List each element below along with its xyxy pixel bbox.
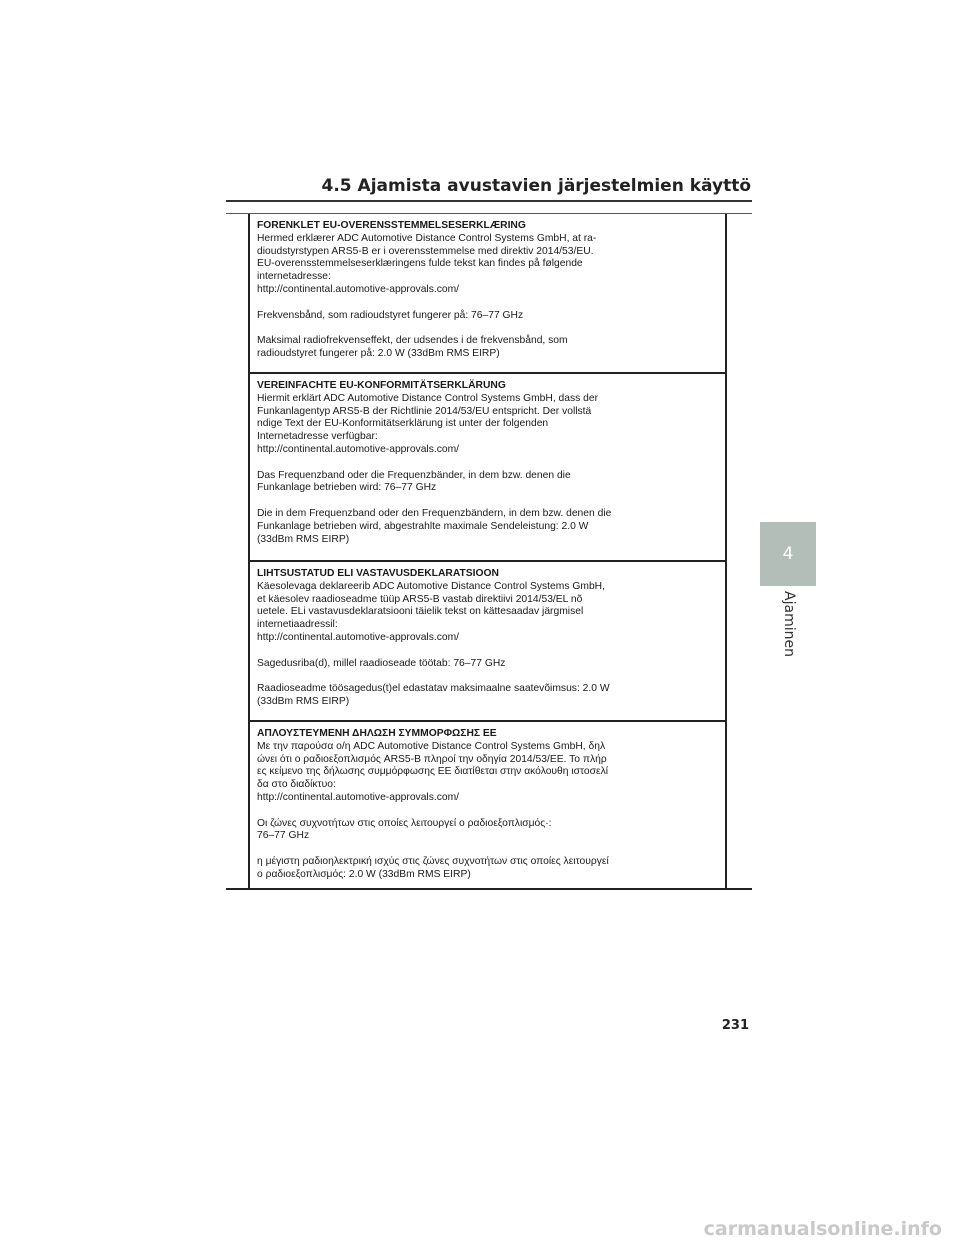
text-line: Hermed erklærer ADC Automotive Distance Control Systems GmbH, at ra- [257,232,597,244]
chapter-number: 4 [782,544,794,564]
text-line: Funkanlagentyp ARS5-B der Richtlinie 2014/53/EU entspricht. Der vollstä [257,405,592,417]
paragraph [257,233,725,297]
paragraph [257,470,725,496]
paragraph [257,393,725,457]
text-line: Käesolevaga deklareerib ADC Automotive Distance Control Systems GmbH, [257,580,605,592]
url-text: http://continental.automotive-approvals.com/ [257,443,460,455]
paragraph [257,683,725,709]
paragraph [257,741,725,805]
text-line: ο ραδιοεξοπλισμός: 2.0 W (33dBm RMS EIRP) [257,868,471,880]
paragraph [257,508,725,546]
text-line: Die in dem Frequenzband oder den Frequenzbändern, in dem bzw. denen die [257,507,612,519]
text-line: uetele. ELi vastavusdeklaratsiooni täielik tekst on kättesaadav järgmisel [257,606,584,618]
chapter-tab [760,522,816,586]
page-number: 231 [721,1018,749,1033]
text-line: ες κείμενο της δήλωσης συμμόρφωσης ΕΕ διατίθεται στην ακόλουθη ιστοσελί [257,766,609,778]
paragraph [257,658,725,671]
chapter-label [779,591,799,657]
text-line: ndige Text der EU-Konformitätserklärung ist unter der folgenden [257,418,549,430]
text-line: EU-overensstemmelseserklæringens fulde tekst kan findes på følgende [257,258,583,270]
text-line: Οι ζώνες συχνοτήτων στις οποίες λειτουργεί ο ραδιοεξοπλισμός·: [257,817,552,829]
text-line: (33dBm RMS EIRP) [257,695,350,707]
watermark: carmanualsonline.info [703,1218,942,1240]
text-line: Internetadresse verfügbar: [257,431,378,443]
section-title: VEREINFACHTE EU-KONFORMITÄTSERKLÄRUNG [257,380,506,391]
text-line: η μέγιστη ραδιοηλεκτρική ισχύς στις ζώνες συχνοτήτων στις οποίες λειτουργεί [257,855,609,867]
text-line: Frekvensbånd, som radioudstyret fungerer på: 76–77 GHz [257,309,524,321]
section-greek [250,722,725,886]
text-line: internetiaadressil: [257,619,338,631]
paragraph [257,818,725,844]
section-title: FORENKLET EU-OVERENSSTEMMELSESERKLÆRING [257,220,526,231]
url-text: http://continental.automotive-approvals.com/ [257,631,460,643]
text-line: Raadioseadme töösagedus(t)el edastatav maksimaalne saatevõimsus: 2.0 W [257,683,610,695]
text-line: ώνει ότι ο ραδιοεξοπλισμός ARS5-B πληροί την οδηγία 2014/53/ΕΕ. Το πλήρ [257,753,607,765]
url-text: http://continental.automotive-approvals.com/ [257,283,460,295]
text-line: internetadresse: [257,271,331,283]
text-line: Sagedusriba(d), millel raadioseade töötab: 76–77 GHz [257,657,506,669]
text-line: Hiermit erklärt ADC Automotive Distance Control Systems GmbH, dass der [257,392,599,404]
section-german [250,374,725,562]
paragraph [257,310,725,323]
chapter-label-text: Ajaminen [781,591,797,657]
text-line: (33dBm RMS EIRP) [257,533,350,545]
paragraph [257,581,725,645]
text-line: δα στο διαδίκτυο: [257,779,336,791]
url-text: http://continental.automotive-approvals.com/ [257,791,460,803]
text-line: 76–77 GHz [257,830,310,842]
text-line: dioudstyrstypen ARS5-B er i overensstemmelse med direktiv 2014/53/EU. [257,245,594,257]
section-title: ΑΠΛΟΥΣΤΕΥΜΕΝΗ ΔΗΛΩΣΗ ΣΥΜΜΟΡΦΩΣΗΣ ΕΕ [257,728,497,739]
text-line: Funkanlage betrieben wird, abgestrahlte maximale Sendeleistung: 2.0 W [257,520,589,532]
text-line: radioudstyret fungerer på: 2.0 W (33dBm RMS EIRP) [257,347,500,359]
section-title: LIHTSUSTATUD ELI VASTAVUSDEKLARATSIOON [257,568,499,579]
text-line: Με την παρούσα ο/η ADC Automotive Distance Control Systems GmbH, δηλ [257,740,606,752]
paragraph [257,856,725,882]
declaration-table [226,213,752,890]
text-line: Maksimal radiofrekvenseffekt, der udsendes i de frekvensbånd, som [257,335,568,347]
section-estonian [250,562,725,722]
text-line: Das Frequenzband oder die Frequenzbänder, in dem bzw. denen die [257,469,571,481]
text-line: Funkanlage betrieben wird: 76–77 GHz [257,482,437,494]
header-rule [226,200,752,202]
paragraph [257,335,725,361]
section-danish [250,214,725,374]
table-right-border [725,214,727,888]
page-header-title: 4.5 Ajamista avustavien järjestelmien käyttö [321,176,751,196]
text-line: et käesolev raadioseadme tüüp ARS5-B vastab direktiivi 2014/53/EL nõ [257,593,583,605]
